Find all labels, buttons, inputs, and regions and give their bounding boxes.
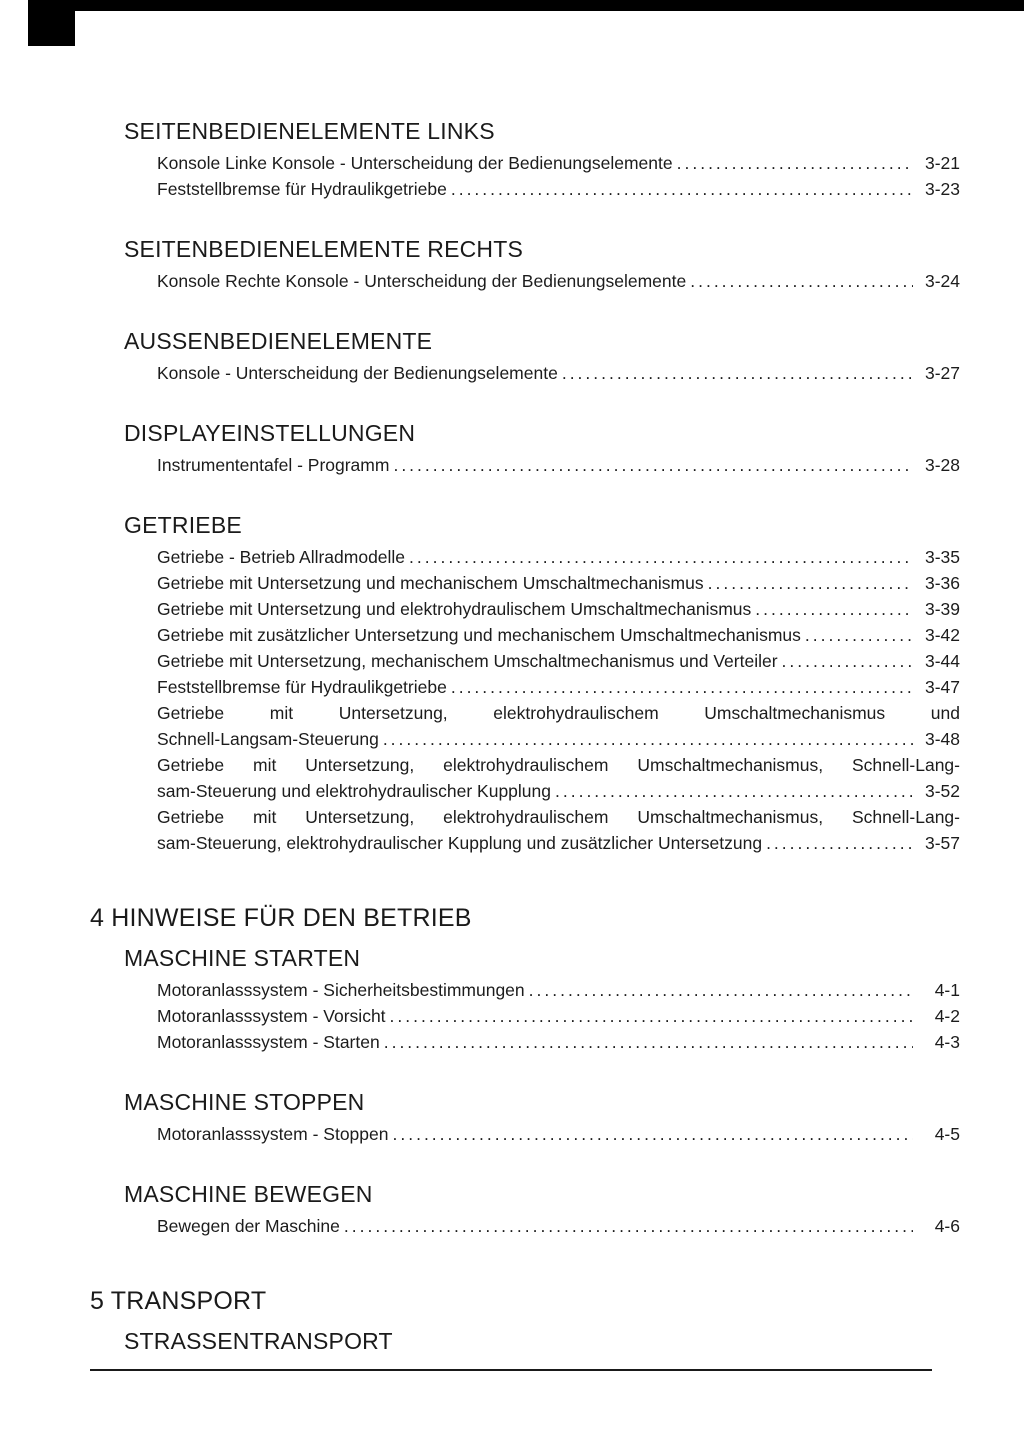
toc-entry [157,977,960,1003]
toc-page-number: 4-2 [934,1006,960,1026]
toc-page-number: 3-27 [924,363,960,383]
toc-entry-label: Feststellbremse für Hydraulikgetriebe [157,179,447,199]
dot-leader [344,1213,913,1239]
toc-page-number: 3-42 [924,625,960,645]
toc-entry-label: Motoranlasssystem - Sicherheitsbestimmungen [157,980,525,1000]
toc-entry-row [157,452,960,478]
toc-entry-row [157,726,960,752]
toc-entry-label: Getriebe mit zusätzlicher Untersetzung und mechanischem Umschaltmechanismus [157,625,801,645]
toc-entry-row [157,830,960,856]
dot-leader [451,176,913,202]
toc-entry [157,596,960,622]
toc-page-number: 4-1 [934,980,960,1000]
toc-page-number: 3-44 [924,651,960,671]
toc-page-number: 3-28 [924,455,960,475]
dot-leader [409,544,913,570]
toc-entry-label: Getriebe - Betrieb Allradmodelle [157,547,406,567]
toc-entry [157,150,960,176]
toc-entry-label: Motoranlasssystem - Vorsicht [157,1006,386,1026]
chapter-heading: 5 TRANSPORT [90,1287,267,1315]
toc-page-number: 3-21 [924,153,960,173]
toc-entry-row [157,544,960,570]
toc-entry [157,804,960,856]
toc-entry-label: Instrumententafel - Programm [157,455,390,475]
toc-page-number: 3-57 [924,833,960,853]
toc-entry-label: Getriebe mit Untersetzung und elektrohydraulischem Umschaltmechanismus [157,599,752,619]
toc-entry [157,544,960,570]
dot-leader [805,622,913,648]
toc-entry-row [157,1213,960,1239]
toc-entry-row [157,1029,960,1055]
toc-entry-row [157,648,960,674]
toc-entry-row [157,977,960,1003]
toc-entry [157,1121,960,1147]
toc-entry [157,1213,960,1239]
toc-entry-row [157,674,960,700]
toc-entry [157,700,960,752]
dot-leader [766,830,913,856]
toc-page-number: 3-24 [924,271,960,291]
toc-entry-label: Getriebe mit Untersetzung und mechanischem Umschaltmechanismus [157,573,704,593]
toc-entry [157,268,960,294]
toc-entry [157,1029,960,1055]
toc-entry-label: Getriebe mit Untersetzung, mechanischem Umschaltmechanismus und Verteiler [157,651,778,671]
dot-leader [393,452,913,478]
chapter-heading: 4 HINWEISE FÜR DEN BETRIEB [90,904,472,932]
toc-entry-wrap-line: Getriebe mit Untersetzung, elektrohydraulischem Umschaltmechanismus und [157,703,960,723]
toc-page-number: 3-36 [924,573,960,593]
toc-entry-label: Konsole Linke Konsole - Unterscheidung der Bedienungselemente [157,153,673,173]
toc-entry [157,622,960,648]
toc-entry-label: Konsole - Unterscheidung der Bedienungselemente [157,363,558,383]
toc-page-number: 3-35 [924,547,960,567]
section-heading: MASCHINE STARTEN [124,945,361,971]
dot-leader [384,1029,913,1055]
toc-entry-row [157,1121,960,1147]
dot-leader [529,977,913,1003]
toc-entry-label: sam-Steuerung und elektrohydraulischer Kupplung [157,781,551,801]
toc-page-number: 4-6 [934,1216,960,1236]
toc-entry-label: Konsole Rechte Konsole - Unterscheidung der Bedienungselemente [157,271,687,291]
toc-entry-row [157,570,960,596]
toc-page-number: 3-48 [924,729,960,749]
toc-page-number: 4-3 [934,1032,960,1052]
toc-entry-row [157,360,960,386]
section-heading: MASCHINE BEWEGEN [124,1181,373,1207]
dot-leader [755,596,913,622]
dot-leader [690,268,913,294]
toc-entry-row [157,268,960,294]
toc-entry-label: sam-Steuerung, elektrohydraulischer Kupplung und zusätzlicher Untersetzung [157,833,763,853]
footer-rule [90,1369,932,1371]
toc-entry-row [157,1003,960,1029]
section-heading: AUSSENBEDIENELEMENTE [124,328,433,354]
toc-page-number: 3-52 [924,781,960,801]
toc-entry [157,176,960,202]
toc-page-number: 3-23 [924,179,960,199]
toc-page-number: 4-5 [934,1124,960,1144]
toc-entry-label: Feststellbremse für Hydraulikgetriebe [157,677,447,697]
toc-entry [157,648,960,674]
toc-entry [157,452,960,478]
toc-entry-wrap-line: Getriebe mit Untersetzung, elektrohydraulischem Umschaltmechanismus, Schnell-Lang- [157,755,960,775]
toc-page-number: 3-39 [924,599,960,619]
toc-entry [157,1003,960,1029]
dot-leader [451,674,913,700]
section-heading: MASCHINE STOPPEN [124,1089,365,1115]
toc-entry [157,674,960,700]
toc-entry [157,752,960,804]
dot-leader [555,778,913,804]
toc-page-number: 3-47 [924,677,960,697]
dot-leader [393,1121,914,1147]
dot-leader [708,570,913,596]
section-heading: DISPLAYEINSTELLUNGEN [124,420,416,446]
toc-entry-row [157,778,960,804]
section-heading: SEITENBEDIENELEMENTE RECHTS [124,236,524,262]
section-heading: GETRIEBE [124,512,242,538]
toc-entry-row [157,176,960,202]
toc-entry-label: Motoranlasssystem - Starten [157,1032,380,1052]
toc-entry-label: Bewegen der Maschine [157,1216,340,1236]
section-heading: SEITENBEDIENELEMENTE LINKS [124,118,495,144]
toc-entry-row [157,150,960,176]
toc-entry-label: Schnell-Langsam-Steuerung [157,729,379,749]
toc-entry-row [157,622,960,648]
dot-leader [562,360,913,386]
toc-entry-row [157,596,960,622]
toc-entry-wrap-line: Getriebe mit Untersetzung, elektrohydraulischem Umschaltmechanismus, Schnell-Lang- [157,807,960,827]
toc-entry [157,570,960,596]
section-heading: STRASSENTRANSPORT [124,1328,393,1354]
dot-leader [390,1003,913,1029]
dot-leader [383,726,913,752]
toc-entry [157,360,960,386]
toc-entry-label: Motoranlasssystem - Stoppen [157,1124,389,1144]
dot-leader [782,648,913,674]
dot-leader [677,150,913,176]
